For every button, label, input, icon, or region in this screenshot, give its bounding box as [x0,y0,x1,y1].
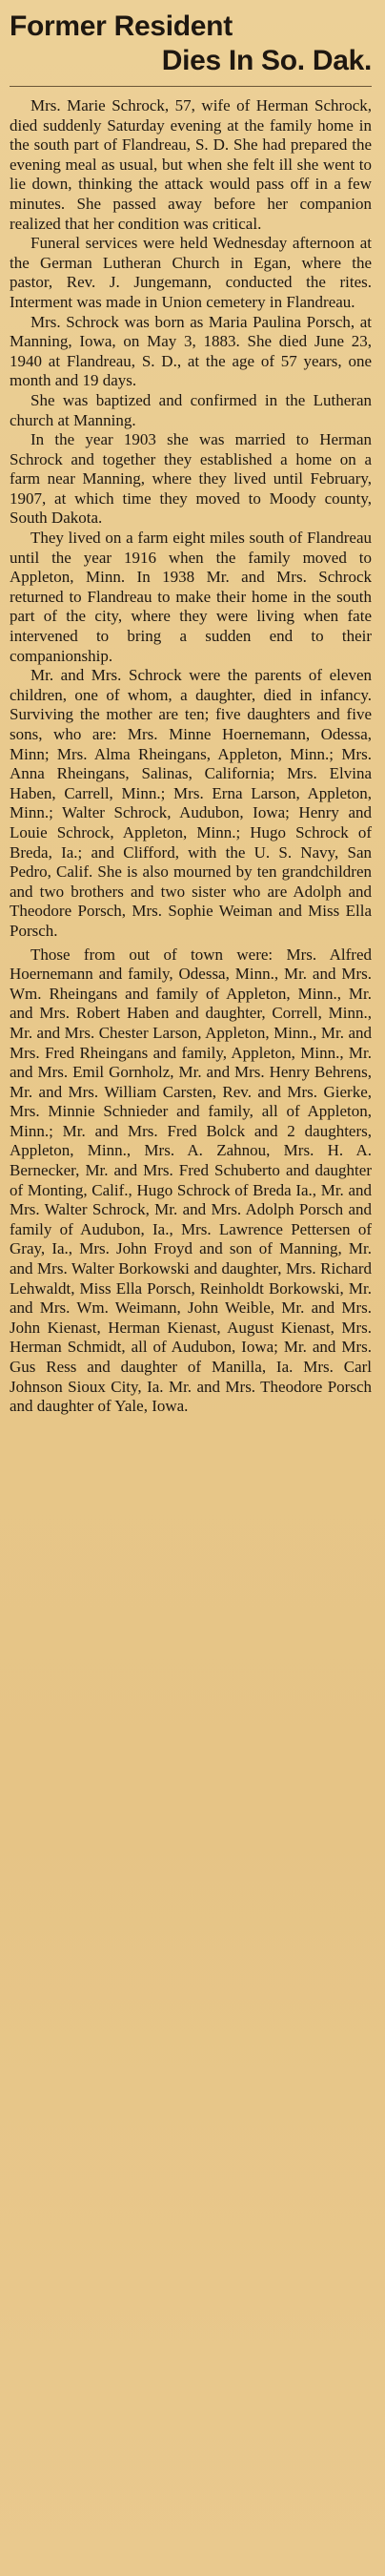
paragraph-death-notice: Mrs. Marie Schrock, 57, wife of Herman Schrock, died suddenly Saturday evening at the family home in the south part of Flandreau, S. D. She had prepared the evening meal as usual, but when she felt ill she went to lie down, thinking the attack would pass off in a few minutes. She passed away before her companion realized that her condition was critical. [10,96,372,233]
headline-divider [10,86,372,87]
article-body [10,96,372,1417]
paragraph-funeral: Funeral services were held Wednesday afternoon at the German Lutheran Church in Egan, where the pastor, Rev. J. Jungemann, conducted the rites. Interment was made in Union cemetery in Flandreau. [10,234,372,311]
headline-line-2: Dies In So. Dak. [161,45,372,76]
headline [10,10,372,78]
paragraph-baptism: She was baptized and confirmed in the Lutheran church at Manning. [10,390,372,429]
paragraph-birth: Mrs. Schrock was born as Maria Paulina Porsch, at Manning, Iowa, on May 3, 1883. She died June 23, 1940 at Flandreau, S. D., at the age of 57 years, one month and 19 days. [10,312,372,390]
paragraph-survivors: Mr. and Mrs. Schrock were the parents of eleven children, one of whom, a daughter, died in infancy. Surviving the mother are ten; five daughters and five sons, who are: Mrs. Minne Hoernemann, Odessa, Minn; Mrs. Alma Rheingans, Appleton, Minn.; Mrs. Anna Rheingans, Salinas, California; Mrs. Elvina Haben, Carrell, Minn.; Mrs. Erna Larson, Appleton, Minn.; Walter Schrock, Audubon, Iowa; Henry and Louie Schrock, Appleton, Minn.; Hugo Schrock of Breda, Ia.; and Clifford, with the U. S. Navy, San Pedro, Calif. She is also mourned by ten grandchildren and two brothers and two sister who are Adolph and Theodore Porsch, Mrs. Sophie Weiman and Miss Ella Porsch. [10,666,372,940]
paragraph-marriage: In the year 1903 she was married to Herman Schrock and together they established a home on a farm near Manning, where they lived until February, 1907, at which time they moved to Moody county, South Dakota. [10,430,372,528]
headline-line-1: Former Resident [10,10,233,42]
paragraph-out-of-town-guests: Those from out of town were: Mrs. Alfred Hoernemann and family, Odessa, Minn., Mr. and Mrs. Wm. Rheingans and family of Appleton, Minn., Mr. and Mrs. Robert Haben and daughter, Correll, Minn., Mr. and Mrs. Chester Larson, Appleton, Minn., Mr. and Mrs. Fred Rheingans and family, Appleton, Minn., Mr. and Mrs. Emil Gornholz, Mr. and Mrs. Henry Behrens, Mr. and Mrs. William Carsten, Rev. and Mrs. Gierke, Mrs. Minnie Schnieder and family, all of Appleton, Minn.; Mr. and Mrs. Fred Bolck and 2 daughters, Appleton, Minn., Mrs. A. Zahnou, Mrs. H. A. Bernecker, Mr. and Mrs. Fred Schuberto and daughter of Monting, Calif., Hugo Schrock of Breda Ia., Mr. and Mrs. Walter Schrock, Mr. and Mrs. Adolph Porsch and family of Audubon, Ia., Mrs. Lawrence Pettersen of Gray, Ia., Mrs. John Froyd and son of Manning, Mr. and Mrs. Walter Borkowski and daughter, Mrs. Richard Lehwaldt, Miss Ella Porsch, Reinholdt Borkowski, Mr. and Mrs. Wm. Weimann, John Weible, Mr. and Mrs. John Kienast, Herman Kienast, August Kienast, Mrs. Herman Schmidt, all of Audubon, Iowa; Mr. and Mrs. Gus Ress and daughter of Manilla, Ia. Mrs. Carl Johnson Sioux City, Ia. Mr. and Mrs. Theodore Porsch and daughter of Yale, Iowa. [10,945,372,1416]
paragraph-residence: They lived on a farm eight miles south of Flandreau until the year 1916 when the family moved to Appleton, Minn. In 1938 Mr. and Mrs. Schrock returned to Flandreau to make their home in the south part of the city, where they were living when fate intervened to bring a sudden end to their companionship. [10,529,372,665]
